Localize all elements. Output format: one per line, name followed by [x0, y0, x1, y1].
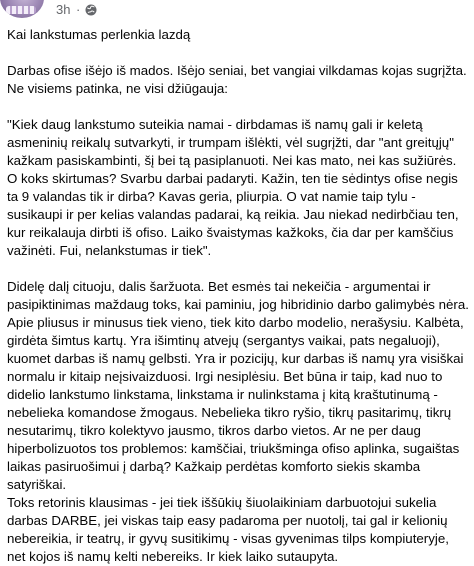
post-paragraph-quote: "Kiek daug lankstumo suteikia namai - dirbdamas iš namų gali ir keletą asmeninių reikalų sutvarkyti, ir trumpam išlėkti, vėl sugrįžti, dar "ant greitųjų" kažkam pasiskambinti, šį bei tą pasiplanuoti. Nei kas mato, nei kas sužiūrės. O koks skirtumas? Svarbu darbai padaryti. Kažin, ten tie sėdintys ofise negis ta 9 valandas tik ir dirba? Kavas geria, pliurpia. O vat namie taip tylu - susikaupi ir per kelias valandas padarai, ką reikia. Jau niekad nedirbčiau ten, kur reikalauja dirbti iš ofiso. Laiko švaistymas kažkoks, čia dar per kamščius važinėti. Fui, nelankstumas ir tiek". [7, 117, 459, 258]
author-avatar[interactable] [0, 0, 44, 18]
post-paragraph-argument: Didelę dalį cituoju, dalis šaržuota. Bet esmės tai nekeičia - argumentai ir pasipiktinimas maždaug toks, kai paminiu, jog hibridinio darbo galimybės nėra. Apie pliusus ir minusus tiek vieno, tiek kito darbo modelio, nerašysiu. Kalbėta, girdėta šimtus kartų. Yra išimtinų atvejų (sergantys vaikai, pats negaluoji), kuomet darbas iš namų gelbsti. Yra ir pozicijų, kur darbas iš namų yra visiškai normalu ir kitaip neįsivaizduosi. Irgi nesiplėsiu. Bet būna ir taip, kad nuo to didelio lankstumo linkstama, linkstama ir nulinkstama į kitą kraštutinumą - nebelieka komandose žmogaus. Nebelieka tikro ryšio, tikrų pasitarimų, tikrų nesutarimų, tikro kolektyvo jausmo, tikros darbo vietos. Ar ne per daug hiperbolizuotos tos problemos: kamščiai, triukšminga ofiso aplinka, sugaištas laikas pasiruošimui į darbą? Kažkaip perdėtas komforto siekis skamba satyriškai. [7, 279, 469, 492]
post-body [7, 26, 469, 566]
post-paragraph-rhetorical: Toks retorinis klausimas - jei tiek iššūkių šiuolaikiniam darbuotojui sukelia darbas DARBE, jei viskas taip easy padaroma per nuotolį, tai gal ir kelionių nebereikia, ir teatrų, ir gyvų susitikimų - visas gyvenimas tilps kompiuteryje, net kojos iš namų kelti nebereiks. Ir kiek laiko sutaupyta. [7, 495, 449, 564]
separator-dot: · [76, 2, 81, 17]
globe-icon[interactable] [85, 4, 97, 16]
post-timestamp[interactable]: 3h [56, 2, 71, 17]
post-paragraph-intro: Darbas ofise išėjo iš mados. Išėjo seniai, bet vangiai vilkdamas kojas sugrįžta. Ne visiems patinka, ne visi džiūgauja: [7, 63, 467, 96]
post-title: Kai lankstumas perlenkia lazdą [7, 27, 191, 42]
post-header [0, 0, 474, 22]
